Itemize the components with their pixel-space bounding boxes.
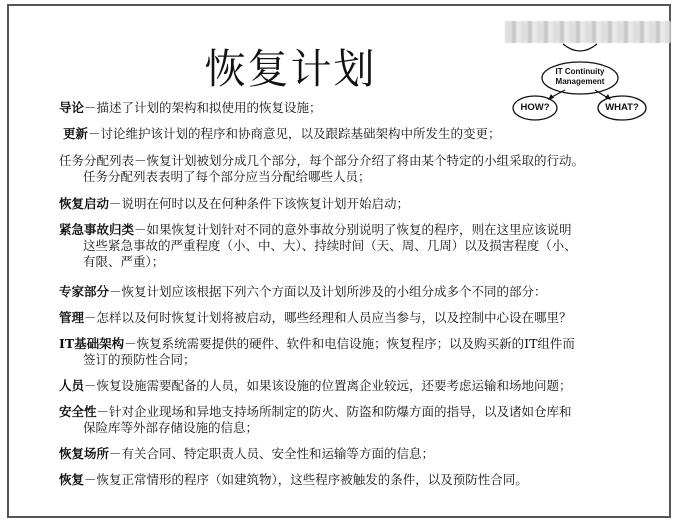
paragraph-personnel xyxy=(59,378,661,394)
term: 管理 xyxy=(59,310,85,325)
term: 人员 xyxy=(59,378,85,393)
term: IT基础架构 xyxy=(59,336,125,351)
text: －恢复设施需要配备的人员，如果该设施的位置离企业较远，还要考虑运输和场地问题； xyxy=(84,378,572,393)
slide-title: 恢复计划 xyxy=(204,45,377,93)
text-continued: 任务分配列表表明了每个部分应当分配给哪些人员； xyxy=(83,169,371,184)
text: －针对企业现场和异地支持场所制定的防火、防盗和防爆方面的指导，以及诸如仓库和 xyxy=(96,404,572,419)
diagram-center-label xyxy=(545,67,615,87)
term: 恢复 xyxy=(59,472,85,487)
text: 任务分配列表－恢复计划被划分成几个部分，每个部分介绍了将由某个特定的小组采取的行动。 xyxy=(59,153,585,168)
center-label-line1: IT Continuity xyxy=(555,67,605,76)
text-continued: 这些紧急事故的严重程度（小、中、大）、持续时间（天、周、几周）以及损害程度（小、 xyxy=(83,238,577,253)
text-continued: 签订的预防性合同； xyxy=(83,352,196,367)
text: －恢复计划应该根据下列六个方面以及计划所涉及的小组分成多个不同的部分： xyxy=(109,284,547,299)
term: 恢复启动 xyxy=(59,196,110,211)
text: －说明在何时以及在何种条件下该恢复计划开始启动； xyxy=(109,196,410,211)
term: 更新 xyxy=(63,126,89,141)
diagram-what-label: WHAT? xyxy=(605,102,639,113)
text: －讨论维护该计划的程序和协商意见，以及跟踪基础架构中所发生的变更； xyxy=(88,126,501,141)
center-label-line2: Management xyxy=(555,77,605,86)
paragraph-expert-section xyxy=(59,284,661,300)
paragraph-it-infrastructure xyxy=(59,336,661,368)
paragraph-intro xyxy=(59,100,661,116)
diagram-how-label: HOW? xyxy=(520,102,550,113)
term: 紧急事故归类 xyxy=(59,222,135,237)
paragraph-recovery-site xyxy=(59,446,661,462)
paragraph-management xyxy=(59,310,661,326)
paragraph-update xyxy=(63,126,665,142)
paragraph-recovery xyxy=(59,472,661,488)
text-continued: 保险库等外部存储设施的信息； xyxy=(83,420,259,435)
term: 导论 xyxy=(59,100,85,115)
term: 安全性 xyxy=(59,404,97,419)
top-circle-arc xyxy=(563,44,597,51)
paragraph-incident-classification xyxy=(59,222,661,270)
text: －有关合同、特定职责人员、安全性和运输等方面的信息； xyxy=(109,446,435,461)
term: 专家部分 xyxy=(59,284,110,299)
text: －怎样以及何时恢复计划将被启动，哪些经理和人员应当参与，以及控制中心设在哪里？ xyxy=(84,310,572,325)
text: －描述了计划的架构和拟使用的恢复设施； xyxy=(84,100,322,115)
text: －恢复正常情形的程序（如建筑物），这些程序被触发的条件，以及预防性合同。 xyxy=(84,472,528,487)
text: －恢复系统需要提供的硬件、软件和电信设施；恢复程序；以及购买新的IT组件而 xyxy=(124,336,575,351)
text-continued-2: 有限、严重）； xyxy=(83,254,165,269)
term: 恢复场所 xyxy=(59,446,110,461)
text: －如果恢复计划针对不同的意外事故分别说明了恢复的程序，则在这里应该说明 xyxy=(134,222,572,237)
paragraph-security xyxy=(59,404,661,436)
paragraph-task-list xyxy=(59,153,667,185)
paragraph-recovery-start xyxy=(59,196,661,212)
